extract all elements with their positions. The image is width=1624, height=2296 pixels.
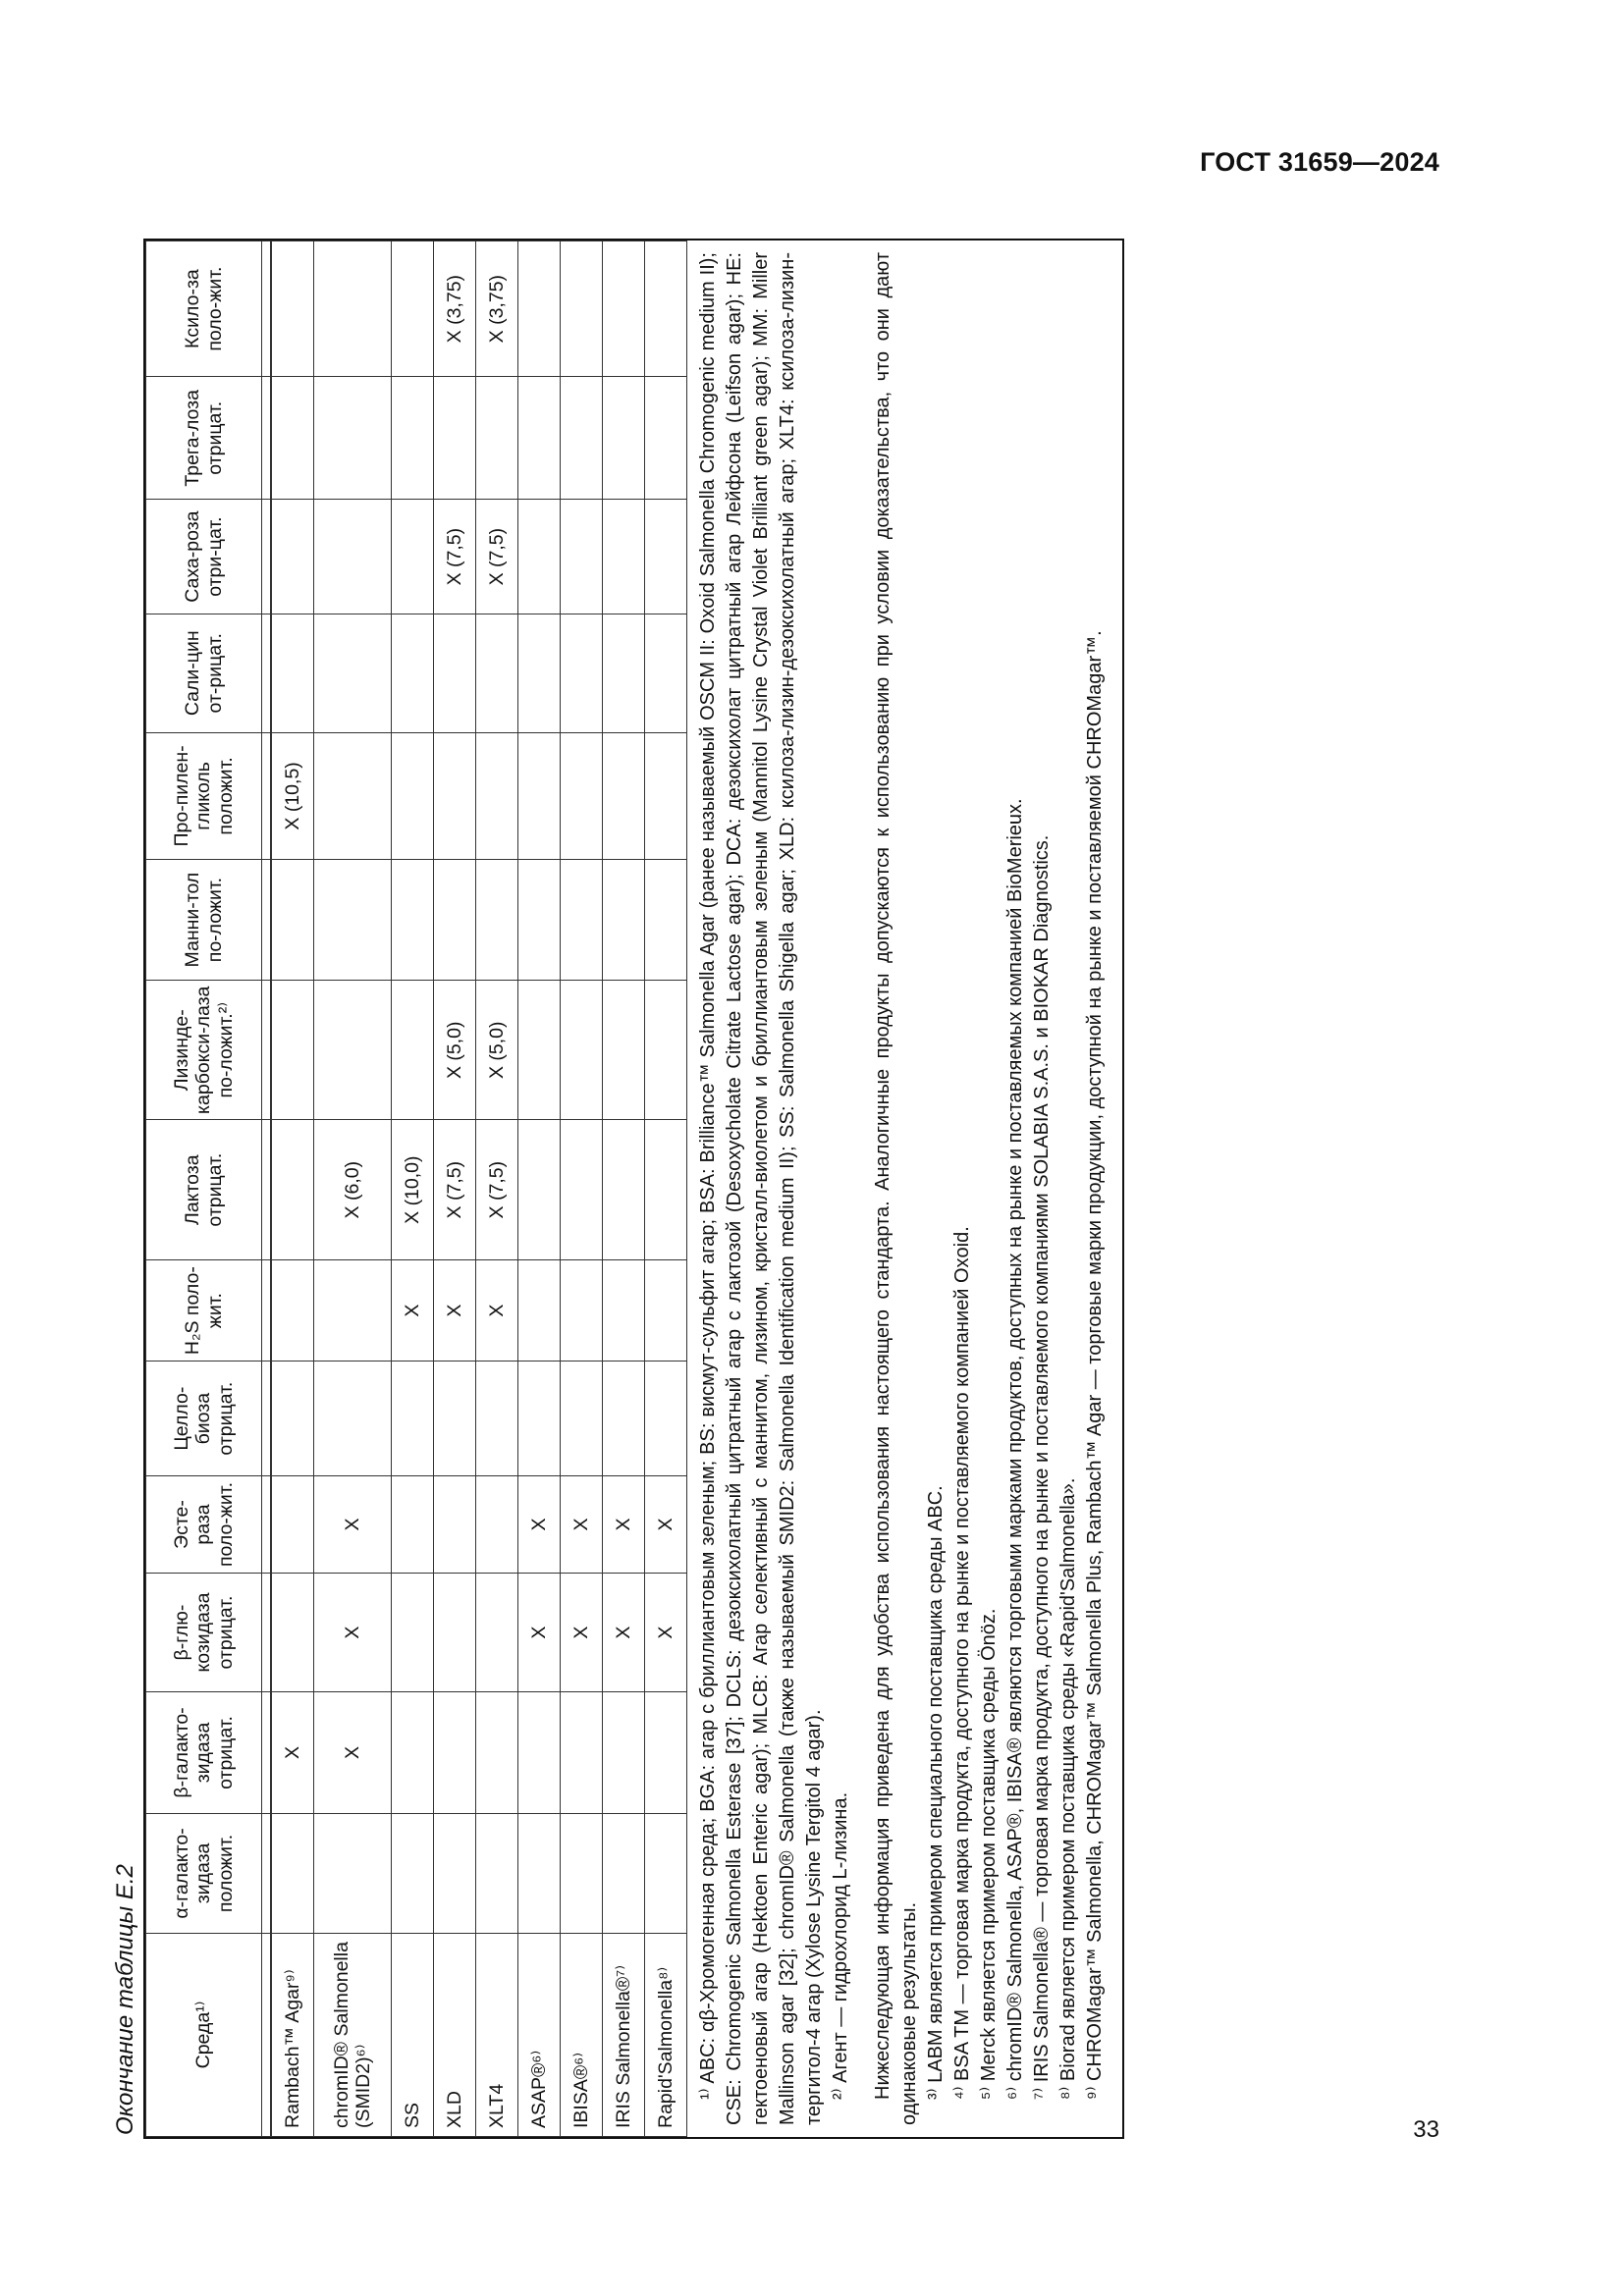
col-header: β-глю-козидаза отрицат.	[146, 1574, 262, 1692]
medium-name-cell: chromID® Salmonella (SMID2)⁶⁾	[314, 1933, 392, 2136]
note-6: ⁶⁾ chromID® Salmonella, ASAP®, IBISA® являются торговыми марками продуктов, доступных на рынке и поставляемых компанией BioMerieux.	[1004, 798, 1026, 2100]
table-row	[434, 241, 476, 2137]
table-cell	[392, 1475, 434, 1573]
table-cell	[392, 500, 434, 614]
table-cell	[314, 614, 392, 732]
col-header: α-галакто-зидаза положит.	[146, 1814, 262, 1934]
table-row	[561, 241, 603, 2137]
table-cell	[561, 614, 603, 732]
media-table	[145, 240, 687, 2137]
table-cell	[271, 860, 314, 981]
table-cell: X	[476, 1259, 518, 1362]
col-header: Сали-цин от-рицат.	[146, 614, 262, 732]
table-cell	[271, 241, 314, 377]
table-cell	[603, 1259, 645, 1362]
table-frame	[143, 239, 1124, 2139]
table-cell	[476, 1814, 518, 1934]
table-cell	[561, 1814, 603, 1934]
table-cell: X	[392, 1259, 434, 1362]
table-cell	[392, 732, 434, 859]
table-cell	[434, 860, 476, 981]
table-cell	[314, 241, 392, 377]
table-cell	[434, 732, 476, 859]
col-header: Саха-роза отри-цат.	[146, 500, 262, 614]
table-cell	[561, 241, 603, 377]
table-cell: X	[314, 1691, 392, 1813]
medium-name-cell: Rapid'Salmonella⁸⁾	[645, 1933, 687, 2136]
table-cell: X	[603, 1475, 645, 1573]
medium-name-cell: IBISA®⁶⁾	[561, 1933, 603, 2136]
table-cell	[518, 981, 561, 1120]
table-cell	[603, 377, 645, 500]
table-cell: X (6,0)	[314, 1120, 392, 1259]
table-cell	[561, 1362, 603, 1476]
table-cell: X	[561, 1574, 603, 1692]
table-cell: X (3,75)	[476, 241, 518, 377]
table-cell	[476, 732, 518, 859]
table-cell	[476, 614, 518, 732]
table-cell: X (5,0)	[476, 981, 518, 1120]
table-cell: X	[434, 1259, 476, 1362]
col-header: Лактоза отрицат.	[146, 1120, 262, 1259]
table-cell	[603, 500, 645, 614]
table-cell	[314, 732, 392, 859]
table-cell	[518, 732, 561, 859]
table-cell	[645, 981, 687, 1120]
document-header: ГОСТ 31659—2024	[1200, 147, 1439, 177]
note-1: ¹⁾ ABC: αβ-Хромогенная среда; BGA: агар с бриллиантовым зеленым; BS: висмут-сульфит агар; BSA: Brilliance™ Salmonella Agar (ранее называемый OSCM II: Oxoid Salmonella Chromogenic medium II); CSE: Chromogenic Salmonella Esterase [37]; DCLS: дезоксихолатный цитратный агар с лактозой (Desoxycholate Citrate Lactose agar); DCA: дезоксихолат цитратный агар Лейфсона (Leifson agar); HE: гектоеновый агар (Hektoen Enteric agar); MLCB: Агар селективный с маннитом, лизином, кристалл-виолетом и бриллиантовым зеленым (Mannitol Lysine Crystal Violet Brilliant green agar); MM: Miller Mallinson agar [32]; chromID® Salmonella (также называемый SMID2: Salmonella Identification medium II); SS: Salmonella Shigella agar; XLD: ксилоза-лизин-дезоксихолатный агар; XLT4: ксилоза-лизин-тергитол-4 агар (Xylose Lysine Tergitol 4 agar).	[697, 252, 825, 2125]
table-cell	[314, 377, 392, 500]
table-cell: X (5,0)	[434, 981, 476, 1120]
col-header: Ксило-за поло-жит.	[146, 241, 262, 377]
table-row	[392, 241, 434, 2137]
table-cell: X (7,5)	[476, 1120, 518, 1259]
table-cell	[314, 1814, 392, 1934]
notes-intro: Нижеследующая информация приведена для удобства использования настоящего стандарта. Аналогичные продукты допускаются к использованию при условии доказательства, что они дают одинаковые результаты.	[872, 252, 920, 2125]
table-cell	[603, 1691, 645, 1813]
table-cell	[645, 860, 687, 981]
table-cell: X	[561, 1475, 603, 1573]
table-cell	[518, 1691, 561, 1813]
medium-name-cell: IRIS Salmonella®⁷⁾	[603, 1933, 645, 2136]
table-cell: X	[271, 1691, 314, 1813]
table-cell	[271, 614, 314, 732]
header-separator	[262, 241, 272, 2137]
table-cell	[518, 241, 561, 377]
table-cell	[518, 1362, 561, 1476]
table-cell	[476, 860, 518, 981]
table-header-row	[146, 241, 262, 2137]
table-cell: X (7,5)	[434, 1120, 476, 1259]
table-cell	[561, 732, 603, 859]
col-header: Эсте-раза поло-жит.	[146, 1475, 262, 1573]
table-cell	[314, 981, 392, 1120]
table-cell	[271, 981, 314, 1120]
note-9: ⁹⁾ CHROMagar™ Salmonella, CHROMagar™ Salmonella Plus, Rambach™ Agar — торговые марки продукции, доступной на рынке и поставляемой CHROMagar™.	[1084, 630, 1106, 2100]
table-cell	[392, 981, 434, 1120]
medium-name-cell: XLD	[434, 1933, 476, 2136]
table-cell	[476, 1475, 518, 1573]
table-cell	[603, 1362, 645, 1476]
table-cell	[271, 1814, 314, 1934]
table-cell: X	[518, 1475, 561, 1573]
table-cell	[434, 614, 476, 732]
table-cell	[645, 1691, 687, 1813]
col-header: Про-пилен-гликоль положит.	[146, 732, 262, 859]
table-cell	[645, 1259, 687, 1362]
table-cell	[603, 732, 645, 859]
table-cell	[392, 377, 434, 500]
table-cell	[392, 241, 434, 377]
table-cell	[518, 1259, 561, 1362]
table-caption: Окончание таблицы Е.2	[112, 1864, 138, 2135]
table-cell	[434, 1475, 476, 1573]
table-row	[645, 241, 687, 2137]
table-cell	[645, 500, 687, 614]
table-cell	[392, 1362, 434, 1476]
table-cell	[476, 1691, 518, 1813]
table-cell	[645, 1362, 687, 1476]
note-8: ⁸⁾ Biorad является примером поставщика среды «Rapid'Salmonella».	[1057, 1477, 1079, 2100]
table-cell: X (7,5)	[434, 500, 476, 614]
table-cell	[518, 1120, 561, 1259]
table-cell	[392, 1574, 434, 1692]
table-cell	[518, 1814, 561, 1934]
table-cell	[271, 1362, 314, 1476]
rotated-table-block	[108, 235, 1267, 2139]
col-header: Лизинде-карбокси-лаза по-ложит.²⁾	[146, 981, 262, 1120]
col-header: Среда¹⁾	[146, 1933, 262, 2136]
table-cell	[561, 1259, 603, 1362]
note-4: ⁴⁾ BSA TM — торговая марка продукта, доступного на рынке и поставляемого компанией Oxoid.	[951, 1226, 973, 2100]
table-notes	[687, 240, 1122, 2137]
table-cell	[434, 377, 476, 500]
table-cell	[314, 1362, 392, 1476]
table-cell	[603, 860, 645, 981]
table-cell	[476, 377, 518, 500]
table-cell: X	[314, 1574, 392, 1692]
table-cell	[314, 1259, 392, 1362]
table-cell	[561, 1120, 603, 1259]
table-cell	[271, 1574, 314, 1692]
table-cell	[314, 860, 392, 981]
table-cell	[392, 1814, 434, 1934]
table-cell	[645, 1814, 687, 1934]
table-cell	[603, 614, 645, 732]
table-cell	[476, 1574, 518, 1692]
col-header: β-галакто-зидаза отрицат.	[146, 1691, 262, 1813]
table-cell	[561, 500, 603, 614]
table-row	[314, 241, 392, 2137]
table-cell	[645, 377, 687, 500]
table-cell: X	[518, 1574, 561, 1692]
table-cell: X (10,5)	[271, 732, 314, 859]
table-cell	[518, 377, 561, 500]
table-cell	[561, 377, 603, 500]
table-row	[476, 241, 518, 2137]
table-cell: X	[645, 1475, 687, 1573]
table-row	[518, 241, 561, 2137]
col-header: Трега-лоза отрицат.	[146, 377, 262, 500]
table-cell	[518, 614, 561, 732]
table-cell	[271, 500, 314, 614]
col-header: H₂S поло-жит.	[146, 1259, 262, 1362]
table-cell	[271, 1475, 314, 1573]
medium-name-cell: XLT4	[476, 1933, 518, 2136]
table-cell	[434, 1814, 476, 1934]
table-cell	[392, 1691, 434, 1813]
page-number: 33	[1413, 2116, 1439, 2143]
table-cell	[645, 614, 687, 732]
table-cell: X (3,75)	[434, 241, 476, 377]
note-7: ⁷⁾ IRIS Salmonella® — торговая марка продукта, доступного на рынке и поставляемого компаниями SOLABIA S.A.S. и BIOKAR Diagnostics.	[1031, 834, 1053, 2100]
medium-name-cell: ASAP®⁶⁾	[518, 1933, 561, 2136]
table-cell	[434, 1362, 476, 1476]
table-cell	[645, 241, 687, 377]
table-cell	[518, 860, 561, 981]
table-cell	[603, 241, 645, 377]
note-3: ³⁾ LABM является примером специального поставщика среды ABC.	[925, 1485, 947, 2100]
medium-name-cell: SS	[392, 1933, 434, 2136]
col-header: Манни-тол по-ложит.	[146, 860, 262, 981]
table-cell	[434, 1574, 476, 1692]
table-cell: X (7,5)	[476, 500, 518, 614]
medium-name-cell: Rambach™ Agar⁹⁾	[271, 1933, 314, 2136]
table-row	[271, 241, 314, 2137]
table-cell	[518, 500, 561, 614]
table-cell	[476, 1362, 518, 1476]
table-cell: X	[314, 1475, 392, 1573]
table-cell: X (10,0)	[392, 1120, 434, 1259]
table-cell	[392, 860, 434, 981]
table-cell	[271, 1259, 314, 1362]
table-cell	[561, 981, 603, 1120]
table-cell	[603, 1814, 645, 1934]
note-2: ²⁾ Агент — гидрохлорид L-лизина.	[830, 1791, 851, 2100]
table-cell	[392, 614, 434, 732]
col-header: Целло-биоза отрицат.	[146, 1362, 262, 1476]
table-cell	[561, 1691, 603, 1813]
table-cell	[561, 860, 603, 981]
table-body	[271, 241, 687, 2137]
table-cell	[271, 377, 314, 500]
table-cell	[645, 732, 687, 859]
table-cell	[314, 500, 392, 614]
table-cell	[645, 1120, 687, 1259]
table-cell: X	[603, 1574, 645, 1692]
table-cell	[603, 1120, 645, 1259]
table-cell	[603, 981, 645, 1120]
table-cell	[434, 1691, 476, 1813]
note-5: ⁵⁾ Merck является примером поставщика среды Önöz.	[978, 1608, 1000, 2100]
table-cell	[271, 1120, 314, 1259]
table-row	[603, 241, 645, 2137]
table-cell: X	[645, 1574, 687, 1692]
